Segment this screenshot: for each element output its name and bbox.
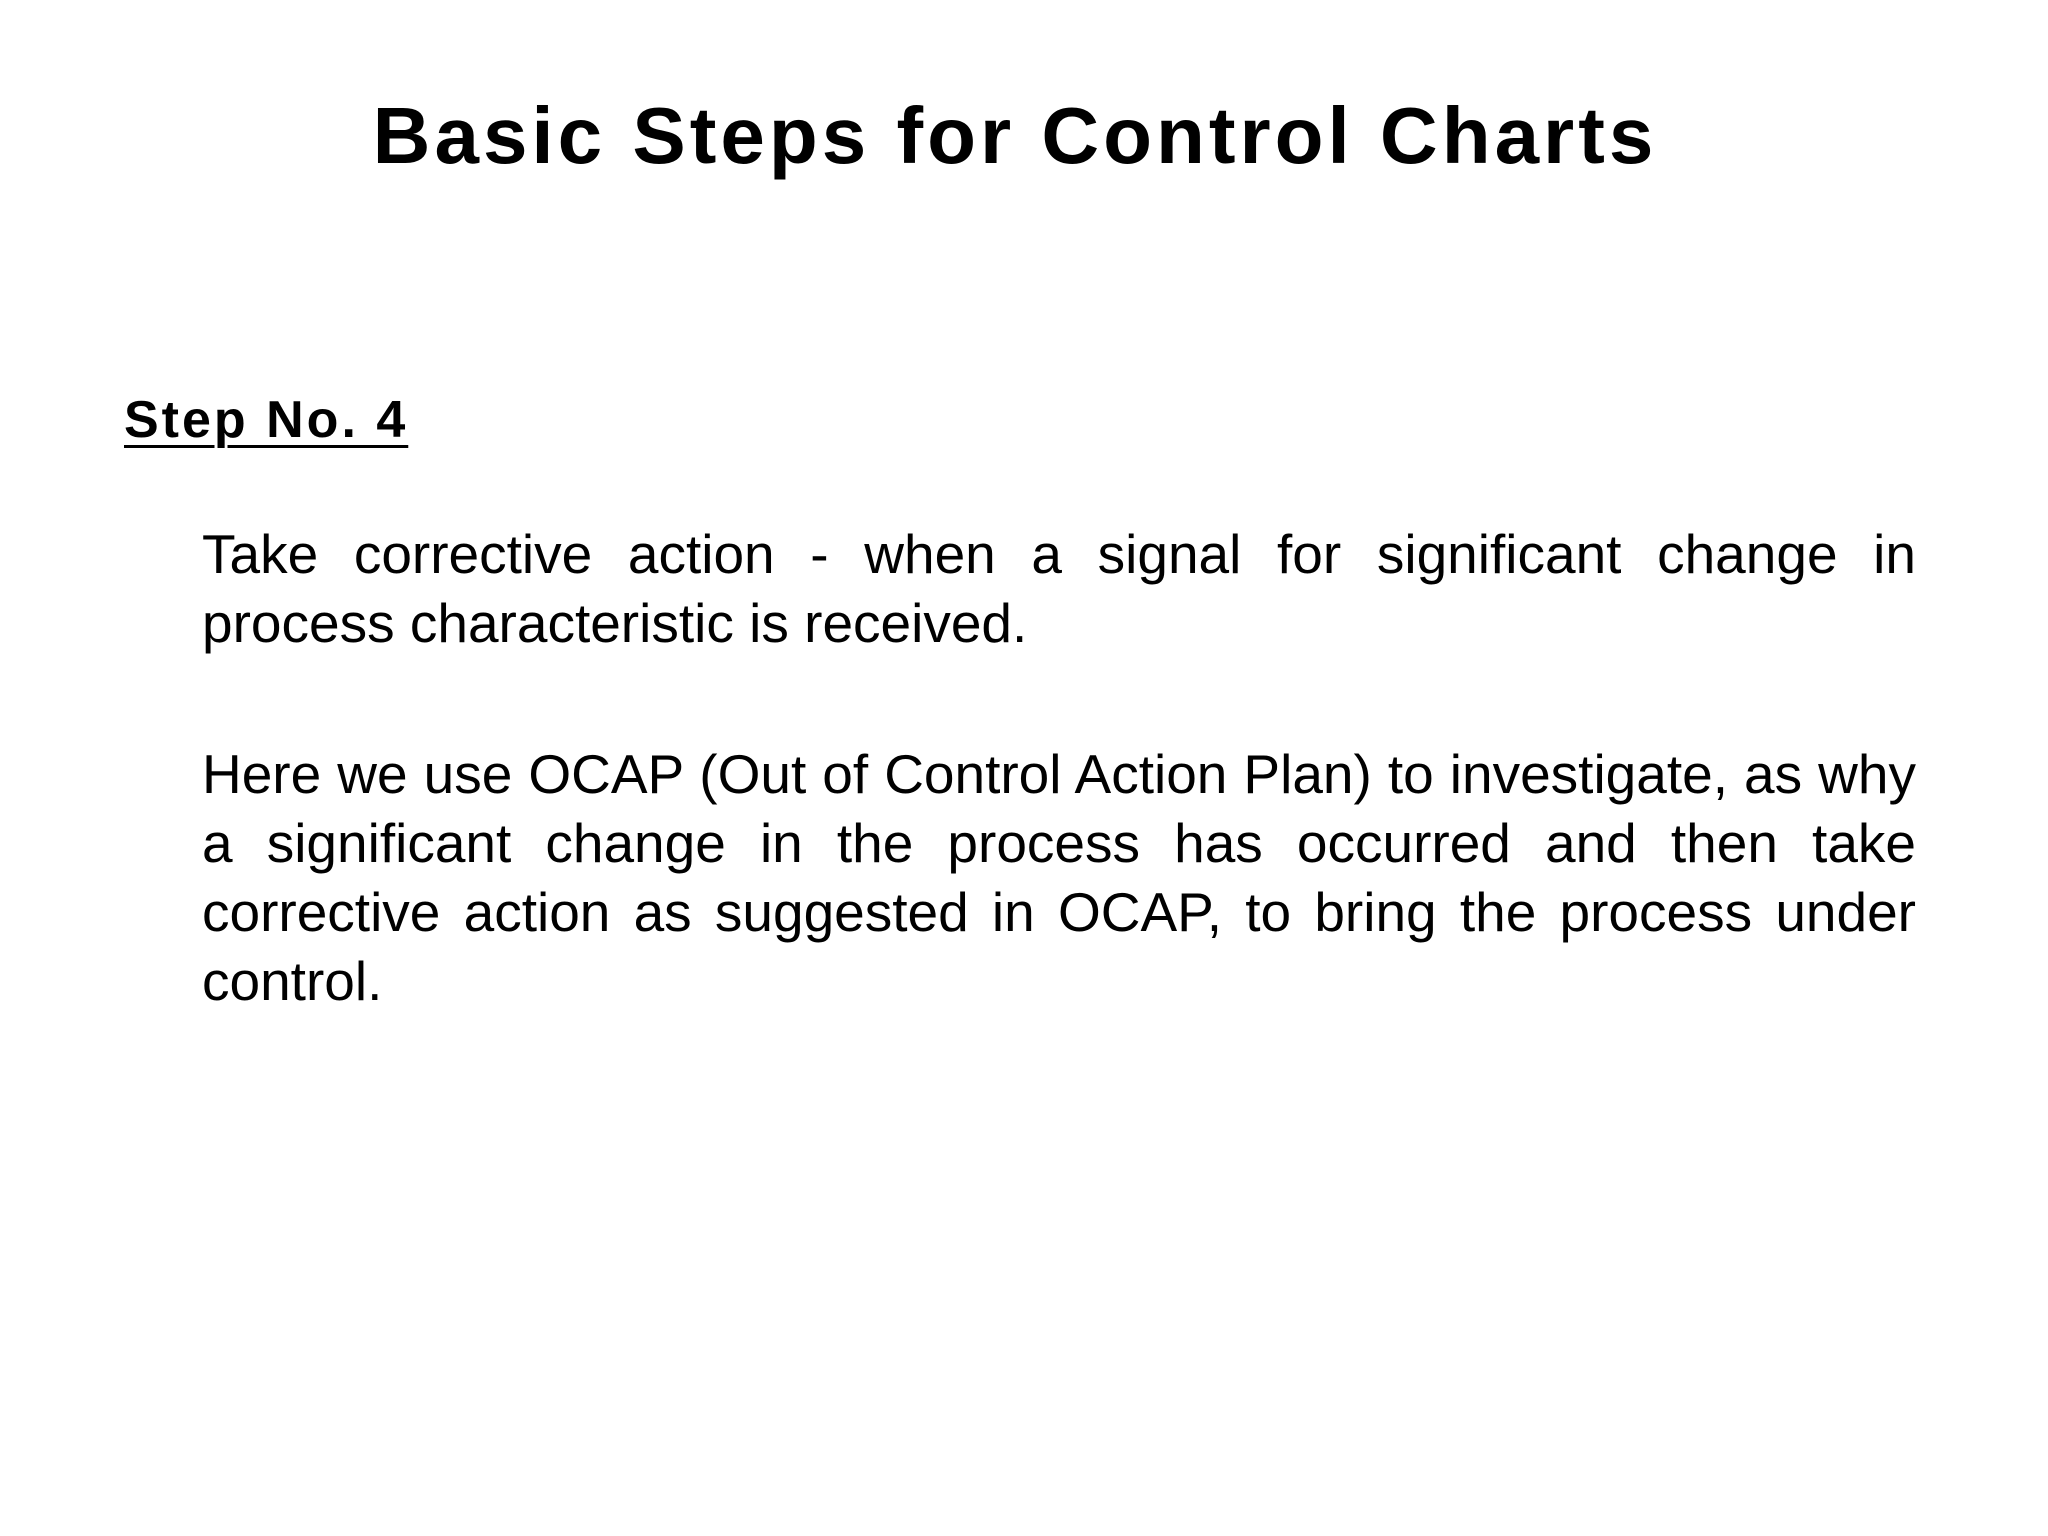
ocap-explanation-paragraph: Here we use OCAP (Out of Control Action Plan) to investigate, as why a significant change in the process has occurred and then take corrective action as suggested in OCAP, to bring the process under control. [202,743,1916,1012]
step-description-paragraph: Take corrective action - when a signal for significant change in process characteristic is received. [202,523,1916,654]
slide-title: Basic Steps for Control Charts [372,91,1658,180]
step-heading: Step No. 4 [124,391,409,449]
